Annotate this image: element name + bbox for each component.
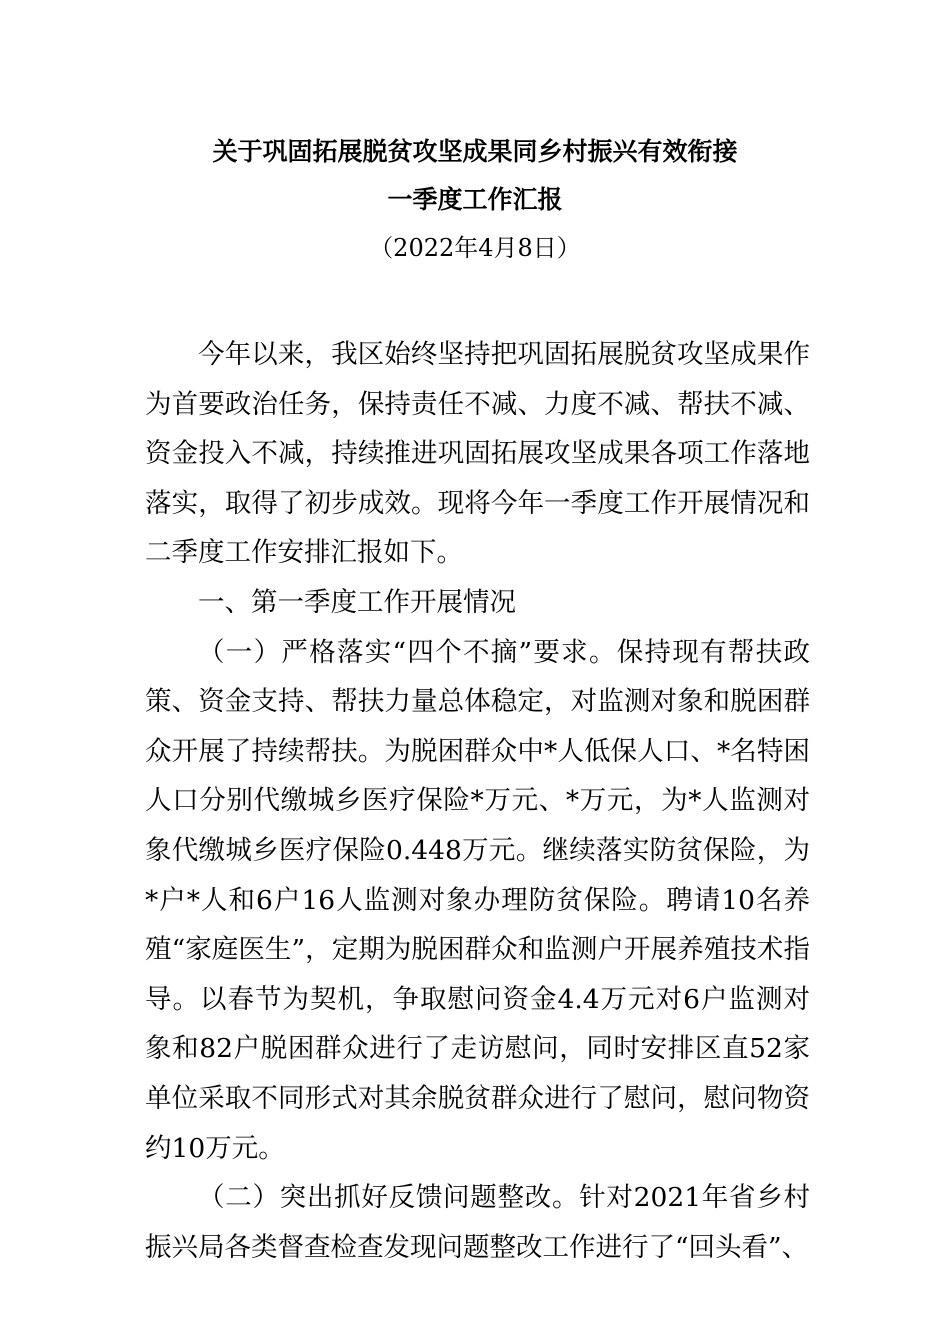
- paragraph-intro: 今年以来，我区始终坚持把巩固拓展脱贫攻坚成果作为首要政治任务，保持责任不减、力度不减、帮扶不减、资金投入不减，持续推进巩固拓展攻坚成果各项工作落地落实，取得了初步成效。现将今年一季度工作开展情况和二季度工作安排汇报如下。: [145, 339, 810, 569]
- document-date: （2022年4月8日）: [369, 234, 581, 262]
- paragraph-subsection-2: （二）突出抓好反馈问题整改。针对2021年省乡村振兴局各类督查检查发现问题整改工作进行了“回头看”、: [145, 1182, 810, 1263]
- paragraph-subsection-1: （一）严格落实“四个不摘”要求。保持现有帮扶政策、资金支持、帮扶力量总体稳定，对监测对象和脱困群众开展了持续帮扶。为脱困群众中*人低保人口、*名特困人口分别代缴城乡医疗保险*万元、*万元，为*人监测对象代缴城乡医疗保险0.448万元。继续落实防贫保险，为*户*人和6户16人监测对象办理防贫保险。聘请10名养殖“家庭医生”，定期为脱困群众和监测户开展养殖技术指导。以春节为契机，争取慰问资金4.4万元对6户监测对象和82户脱困群众进行了走访慰问，同时安排区直52家单位采取不同形式对其余脱贫群众进行了慰问，慰问物资约10万元。: [145, 636, 810, 1164]
- document-body: [145, 330, 810, 1272]
- document-title-line-1: 关于巩固拓展脱贫攻坚成果同乡村振兴有效衔接: [212, 137, 738, 166]
- section-heading-1: 一、第一季度工作开展情况: [198, 586, 516, 618]
- document-title-line-2: 一季度工作汇报: [387, 185, 563, 214]
